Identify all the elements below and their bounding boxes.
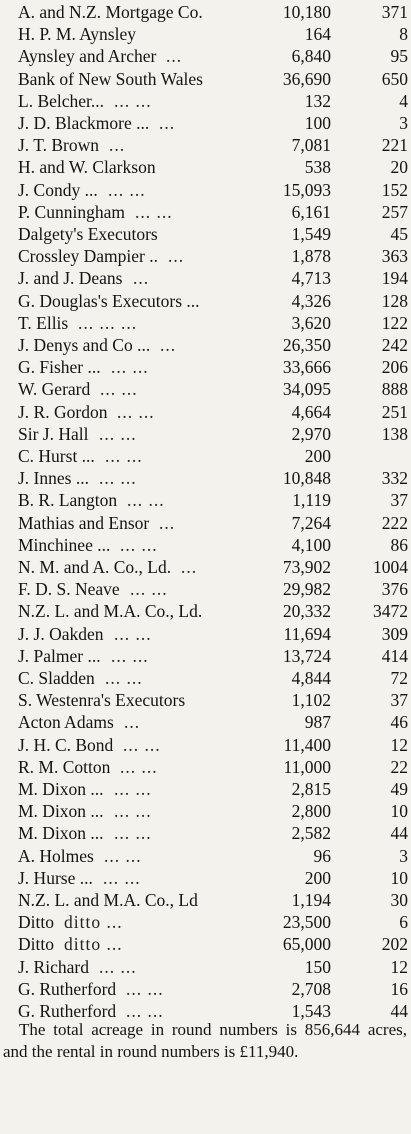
table-row (0, 45, 411, 67)
table-row (0, 68, 411, 90)
rental-value: 20 (390, 157, 408, 178)
acreage-value: 13,724 (282, 645, 331, 666)
holder-name: A. and N.Z. Mortgage Co. (18, 2, 203, 22)
leader-dots: ... ... (104, 845, 142, 866)
acreage-value: 33,666 (282, 357, 331, 378)
acreage-value: 1,878 (291, 246, 331, 267)
rental-value: 86 (390, 534, 408, 555)
holder-name: F. D. S. Neave (18, 579, 120, 600)
rental-value: 414 (381, 645, 408, 666)
holder-name: Mathias and Ensor (18, 512, 150, 533)
acreage-value: 4,664 (291, 401, 331, 422)
holder-name: Aynsley and Archer (18, 46, 157, 67)
acreage-value: 6,161 (291, 201, 331, 222)
rental-value: 222 (381, 512, 408, 533)
rental-value: 3 (399, 113, 408, 133)
holder-name: Crossley Dampier .. (18, 246, 158, 267)
holder-name: J. Condy ... (18, 179, 98, 200)
table-row (0, 223, 411, 245)
leader-dots: ... ... (105, 446, 143, 466)
table-row (0, 645, 411, 667)
rental-value: 152 (381, 179, 408, 200)
holder-name: J. D. Blackmore ... (18, 113, 150, 133)
holder-name: J. Innes ... (18, 468, 89, 489)
table-row (0, 134, 411, 156)
table-row (0, 156, 411, 178)
leader-dots: ... ... (126, 978, 164, 999)
rental-value: 376 (381, 579, 408, 600)
rental-value: 10 (390, 801, 408, 822)
rental-value: 22 (390, 756, 408, 777)
holder-name: Ditto (18, 934, 54, 955)
rental-value: 122 (381, 312, 408, 333)
acreage-value: 4,100 (291, 534, 331, 555)
rental-value: 16 (390, 978, 408, 999)
holder-name: G. Rutherford (18, 1001, 117, 1021)
rental-value: 44 (390, 823, 408, 844)
holder-name: G. Douglas's Executors ... (18, 290, 200, 311)
acreage-value: 7,264 (291, 512, 331, 533)
table-row (0, 978, 411, 1000)
holder-name: Acton Adams (18, 712, 114, 733)
acreage-value: 23,500 (282, 912, 331, 933)
acreage-value: 4,326 (291, 290, 331, 311)
rental-value: 206 (381, 357, 408, 378)
holder-name: R. M. Cotton (18, 756, 111, 777)
table-row (0, 711, 411, 733)
rental-value: 194 (381, 268, 408, 289)
holder-name: C. Sladden (18, 668, 95, 688)
rental-value: 95 (390, 46, 408, 67)
rental-value: 332 (381, 468, 408, 489)
leader-dots: ditto ... (64, 934, 123, 955)
rental-value: 6 (399, 912, 408, 933)
leader-dots: ... ... (99, 423, 137, 444)
acreage-value: 34,095 (282, 379, 331, 400)
table-row (0, 489, 411, 511)
table-row (0, 933, 411, 955)
leader-dots: ... ... (100, 379, 138, 400)
rental-value: 309 (381, 623, 408, 644)
holder-name: M. Dixon ... (18, 801, 104, 822)
rental-value: 363 (381, 246, 408, 267)
table-row (0, 312, 411, 334)
rental-value: 221 (381, 135, 408, 156)
leader-dots: ... ... (130, 579, 168, 600)
table-row (0, 822, 411, 844)
acreage-value: 1,194 (291, 890, 331, 910)
holder-name: J. Hurse ... (18, 867, 93, 888)
leader-dots: ditto ... (64, 912, 123, 933)
holder-name: M. Dixon ... (18, 823, 104, 844)
rental-value: 650 (381, 68, 408, 89)
holder-name: N. M. and A. Co., Ld. (18, 557, 172, 577)
acreage-value: 7,081 (291, 135, 331, 156)
rental-value: 3 (399, 845, 408, 866)
holder-name: A. Holmes (18, 845, 94, 866)
table-row (0, 600, 411, 622)
acreage-value: 150 (304, 956, 331, 977)
holder-name: L. Belcher... (18, 90, 105, 111)
leader-dots: ... ... (105, 668, 143, 688)
acreage-value: 1,119 (292, 490, 331, 511)
acreage-value: 2,815 (291, 779, 331, 799)
rental-value: 8 (399, 24, 408, 45)
holder-name: J. Denys and Co ... (18, 335, 151, 355)
rental-value: 138 (381, 423, 408, 444)
rental-value: 12 (390, 734, 408, 755)
holder-name: W. Gerard (18, 379, 91, 400)
acreage-value: 65,000 (282, 934, 331, 955)
acreage-value: 3,620 (291, 312, 331, 333)
table-row (0, 845, 411, 867)
leader-dots: ... ... (114, 801, 152, 822)
table-row (0, 578, 411, 600)
acreage-value: 2,582 (291, 823, 331, 844)
holder-name: H. P. M. Aynsley (18, 24, 136, 45)
holder-name: Dalgety's Executors (18, 224, 158, 244)
leader-dots: ... (124, 712, 141, 733)
rental-value: 12 (390, 956, 408, 977)
acreage-value: 2,970 (291, 423, 331, 444)
table-row (0, 956, 411, 978)
acreage-value: 100 (304, 113, 331, 133)
holder-name: J. R. Gordon (18, 401, 108, 422)
table-row (0, 378, 411, 400)
acreage-value: 15,093 (282, 179, 331, 200)
holder-name: J. Palmer ... (18, 645, 101, 666)
acreage-value: 29,982 (282, 579, 331, 600)
holder-name: J. T. Brown (18, 135, 100, 156)
leader-dots: ... ... (120, 534, 158, 555)
leader-dots: ... ... (111, 357, 149, 378)
rental-value: 45 (390, 224, 408, 244)
rental-value: 72 (390, 668, 408, 688)
table-row (0, 778, 411, 800)
acreage-value: 36,690 (282, 68, 331, 89)
holder-name: S. Westenra's Executors (18, 690, 186, 711)
rental-value: 257 (381, 201, 408, 222)
leader-dots: ... ... (126, 1001, 164, 1021)
table-row (0, 756, 411, 778)
rental-value: 4 (399, 90, 408, 111)
leader-dots: ... ... (108, 179, 146, 200)
rental-value: 49 (390, 779, 408, 799)
table-row (0, 201, 411, 223)
acreage-value: 20,332 (282, 601, 331, 622)
table-row (0, 423, 411, 445)
table-row (0, 911, 411, 933)
table-row (0, 467, 411, 489)
leader-dots: ... ... (111, 645, 149, 666)
rental-value: 46 (390, 712, 408, 733)
table-row (0, 534, 411, 556)
acreage-value: 200 (304, 446, 331, 466)
acreage-value: 6,840 (291, 46, 331, 67)
leader-dots: ... ... (117, 401, 155, 422)
rental-value: 202 (381, 934, 408, 955)
table-row (0, 245, 411, 267)
leader-dots: ... ... (99, 468, 137, 489)
acreage-value: 4,844 (291, 668, 331, 688)
holder-name: T. Ellis (18, 312, 69, 333)
acreage-value: 164 (304, 24, 331, 45)
leader-dots: ... ... (120, 756, 158, 777)
holder-name: N.Z. L. and M.A. Co., Ld (18, 890, 198, 910)
holder-name: N.Z. L. and M.A. Co., Ld. (18, 601, 203, 622)
rental-value: 30 (390, 890, 408, 910)
table-row (0, 445, 411, 467)
rental-value: 371 (381, 2, 408, 22)
acreage-value: 1,543 (291, 1001, 331, 1021)
acreage-value: 26,350 (282, 335, 331, 355)
leader-dots: ... ... (114, 823, 152, 844)
acreage-value: 987 (304, 712, 331, 733)
table-row (0, 556, 411, 578)
table-row (0, 623, 411, 645)
rental-value: 251 (381, 401, 408, 422)
table-row (0, 1, 411, 23)
leader-dots: ... (166, 46, 183, 67)
rental-value: 888 (381, 379, 408, 400)
rental-value: 37 (390, 490, 408, 511)
rental-value: 1004 (373, 557, 408, 577)
leader-dots: ... (168, 246, 185, 267)
leader-dots: ... ... (99, 956, 137, 977)
table-row (0, 290, 411, 312)
table-row (0, 334, 411, 356)
leader-dots: ... (159, 113, 176, 133)
acreage-value: 11,694 (283, 623, 331, 644)
acreage-value: 132 (304, 90, 331, 111)
summary-paragraph: The total acreage in round numbers is 856,644 acres, and the rental in round numbers is £11,940. (3, 1020, 407, 1061)
leader-dots: ... ... (127, 490, 165, 511)
leader-dots: ... ... (135, 201, 173, 222)
table-row (0, 401, 411, 423)
acreage-value: 4,713 (291, 268, 331, 289)
leader-dots: ... ... (114, 623, 152, 644)
acreage-value: 2,800 (291, 801, 331, 822)
table-row (0, 734, 411, 756)
holder-name: J. H. C. Bond (18, 734, 114, 755)
rental-value: 242 (381, 335, 408, 355)
acreage-value: 10,848 (282, 468, 331, 489)
acreage-value: 1,549 (291, 224, 331, 244)
leader-dots: ... (181, 557, 198, 577)
holder-name: J. Richard (18, 956, 89, 977)
table-row (0, 179, 411, 201)
holder-name: J. J. Oakden (18, 623, 104, 644)
holder-name: H. and W. Clarkson (18, 157, 156, 178)
leader-dots: ... (159, 512, 176, 533)
holder-name: G. Rutherford (18, 978, 117, 999)
acreage-value: 11,000 (283, 756, 331, 777)
table-row (0, 889, 411, 911)
table-row (0, 267, 411, 289)
leader-dots: ... (109, 135, 126, 156)
holder-name: B. R. Langton (18, 490, 118, 511)
acreage-value: 538 (304, 157, 331, 178)
holder-name: J. and J. Deans (18, 268, 123, 289)
holder-name: P. Cunningham (18, 201, 125, 222)
table-row (0, 867, 411, 889)
acreage-value: 96 (313, 845, 331, 866)
holder-name: Bank of New South Wales (18, 68, 203, 89)
leader-dots: ... ... (114, 779, 152, 799)
table-row (0, 512, 411, 534)
acreage-value: 10,180 (282, 2, 331, 22)
holder-name: G. Fisher ... (18, 357, 101, 378)
table-row (0, 112, 411, 134)
table-row (0, 800, 411, 822)
table-row (0, 23, 411, 45)
table-row (0, 356, 411, 378)
acreage-value: 11,400 (283, 734, 331, 755)
table-row (0, 90, 411, 112)
rental-value: 128 (381, 290, 408, 311)
leader-dots: ... (133, 268, 150, 289)
table-row (0, 667, 411, 689)
leader-dots: ... (160, 335, 177, 355)
leader-dots: ... ... ... (78, 312, 138, 333)
holder-name: Minchinee ... (18, 534, 111, 555)
holder-name: Ditto (18, 912, 54, 933)
holder-name: M. Dixon ... (18, 779, 104, 799)
leader-dots: ... ... (114, 90, 152, 111)
holder-name: C. Hurst ... (18, 446, 95, 466)
rental-value: 44 (390, 1001, 408, 1021)
rental-value: 37 (390, 690, 408, 711)
table-row (0, 689, 411, 711)
rental-value: 10 (390, 867, 408, 888)
leader-dots: ... ... (103, 867, 141, 888)
acreage-value: 73,902 (282, 557, 331, 577)
acreage-value: 1,102 (291, 690, 331, 711)
acreage-value: 2,708 (291, 978, 331, 999)
leader-dots: ... ... (123, 734, 161, 755)
rental-value: 3472 (373, 601, 408, 622)
acreage-value: 200 (304, 867, 331, 888)
holder-name: Sir J. Hall (18, 423, 89, 444)
